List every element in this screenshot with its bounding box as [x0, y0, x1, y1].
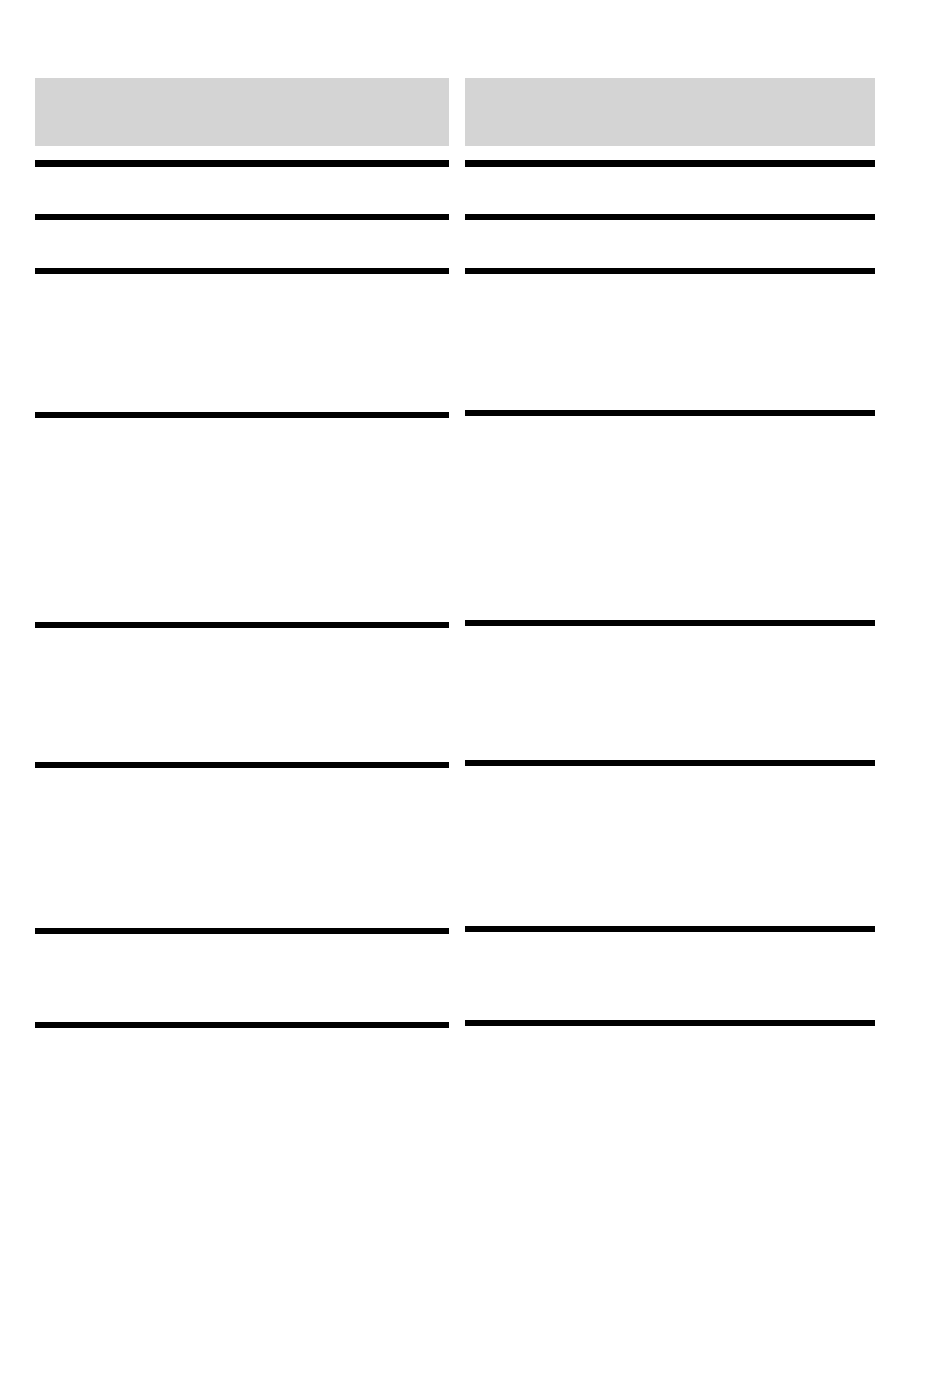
left-rule-7: [35, 928, 449, 934]
left-rule-5: [35, 622, 449, 628]
right-rule-5: [465, 620, 875, 626]
left-column-header-band: [35, 78, 449, 146]
left-rule-8: [35, 1022, 449, 1028]
right-rule-2: [465, 214, 875, 220]
right-column: [465, 0, 875, 1375]
left-rule-6: [35, 762, 449, 768]
right-column-header-band: [465, 78, 875, 146]
left-rule-3: [35, 268, 449, 274]
left-rule-4: [35, 412, 449, 418]
right-rule-4: [465, 410, 875, 416]
left-column: [35, 0, 449, 1375]
right-rule-1: [465, 160, 875, 167]
right-rule-3: [465, 268, 875, 274]
right-rule-8: [465, 1020, 875, 1026]
right-rule-6: [465, 760, 875, 766]
left-rule-1: [35, 160, 449, 167]
left-rule-2: [35, 214, 449, 220]
right-rule-7: [465, 926, 875, 932]
